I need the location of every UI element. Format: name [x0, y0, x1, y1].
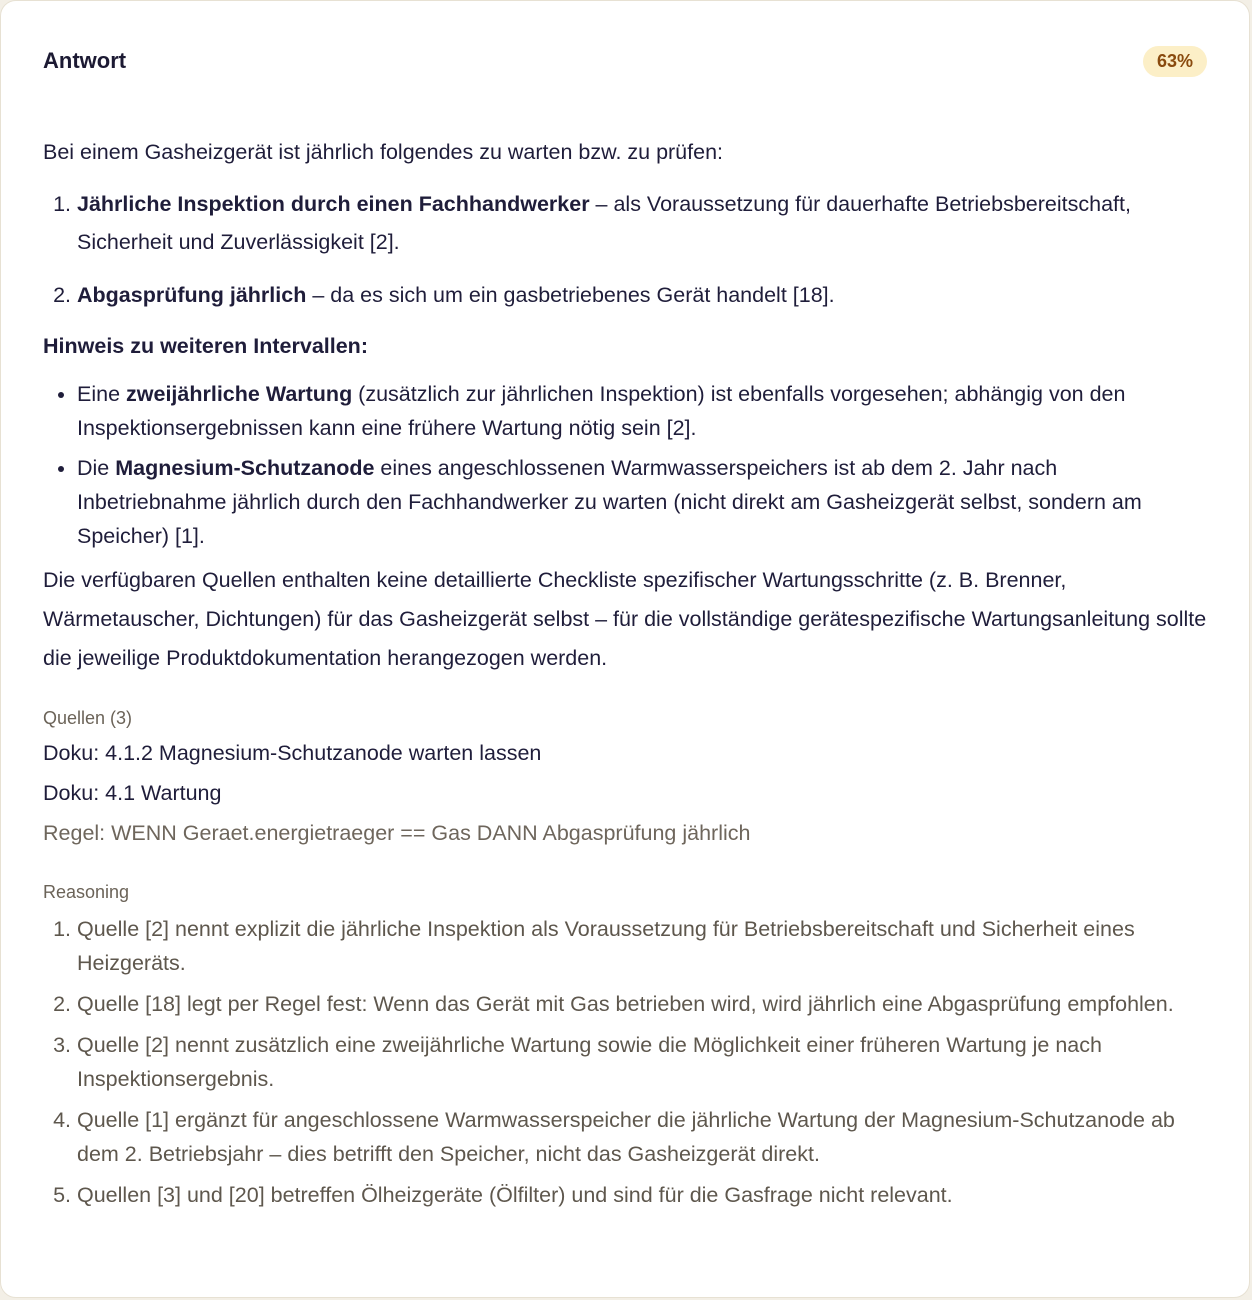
bullet-item — [77, 451, 1207, 553]
source-item[interactable]: Doku: 4.1 Wartung — [43, 781, 222, 805]
source-item[interactable]: Doku: 4.1.2 Magnesium-Schutzanode warten lassen — [43, 741, 542, 765]
card-header — [43, 45, 1207, 77]
list-item-text: – als Voraussetzung für dauerhafte Betriebsbereitschaft, Sicherheit und Zuverlässigkeit [2]. — [77, 192, 1131, 254]
list-item-bold: Abgasprüfung jährlich — [77, 283, 307, 307]
list-item-bold: Jährliche Inspektion durch einen Fachhandwerker — [77, 192, 590, 216]
source-rule-item: Regel: WENN Geraet.energietraeger == Gas DANN Abgasprüfung jährlich — [43, 821, 751, 845]
list-item-text: – da es sich um ein gasbetriebenes Gerät handelt [18]. — [306, 283, 835, 307]
reasoning-step: 5. Quellen [3] und [20] betreffen Ölheizgeräte (Ölfilter) und sind für die Gasfrage nicht relevant. — [77, 1178, 1207, 1212]
reasoning-step: 2. Quelle [18] legt per Regel fest: Wenn das Gerät mit Gas betrieben wird, wird jährlich eine Abgasprüfung empfohlen. — [77, 987, 1207, 1021]
bullet-pre: Eine — [77, 382, 127, 406]
maintenance-list — [43, 185, 1207, 314]
confidence-badge: 63% — [1143, 46, 1207, 77]
bullet-text: (zusätzlich zur jährlichen Inspektion) ist ebenfalls vorgesehen; abhängig von den Inspektionsergebnissen kann eine frühere Wartung nötig sein [2]. — [77, 382, 1126, 440]
bullet-pre: Die — [77, 456, 116, 480]
reasoning-step: 4. Quelle [1] ergänzt für angeschlossene Warmwasserspeicher die jährliche Wartung der Magnesium-Schutzanode ab dem 2. Betriebsjahr – dies betrifft den Speicher, nicht das Gasheizgerät direkt. — [77, 1103, 1207, 1171]
answer-note: Die verfügbaren Quellen enthalten keine detaillierte Checkliste spezifischer Wartungsschritte (z. B. Brenner, Wärmetauscher, Dichtungen) für das Gasheizgerät selbst – für die vollständige gerätespezifische Wartungsanleitung sollte die jeweilige Produktdokumentation herangezogen werden. — [43, 568, 1207, 670]
bullet-text: eines angeschlossenen Warmwasserspeichers ist ab dem 2. Jahr nach Inbetriebnahme jährlich durch den Fachhandwerker zu warten (nicht direkt am Gasheizgerät selbst, sondern am Speicher) [1]. — [77, 456, 1142, 548]
reasoning-step: 3. Quelle [2] nennt zusätzlich eine zweijährliche Wartung sowie die Möglichkeit einer früheren Wartung je nach Inspektionsergebnis. — [77, 1028, 1207, 1096]
hint-heading: Hinweis zu weiteren Intervallen: — [43, 334, 368, 358]
card-title: Antwort — [43, 48, 127, 73]
answer-content — [43, 135, 1207, 1219]
bullet-item — [77, 377, 1207, 445]
list-item — [77, 185, 1207, 261]
reasoning-title: Reasoning — [43, 882, 130, 902]
answer-intro: Bei einem Gasheizgerät ist jährlich folgendes zu warten bzw. zu prüfen: — [43, 140, 724, 164]
reasoning-list — [43, 912, 1207, 1212]
interval-bullets — [43, 377, 1207, 553]
bullet-bold: zweijährliche Wartung — [126, 382, 353, 406]
reasoning-step: 1. Quelle [2] nennt explizit die jährliche Inspektion als Voraussetzung für Betriebsbereitschaft und Sicherheit eines Heizgeräts. — [77, 912, 1207, 980]
sources-title: Quellen (3) — [43, 708, 133, 728]
bullet-bold: Magnesium-Schutzanode — [115, 456, 375, 480]
list-item — [77, 276, 1207, 314]
